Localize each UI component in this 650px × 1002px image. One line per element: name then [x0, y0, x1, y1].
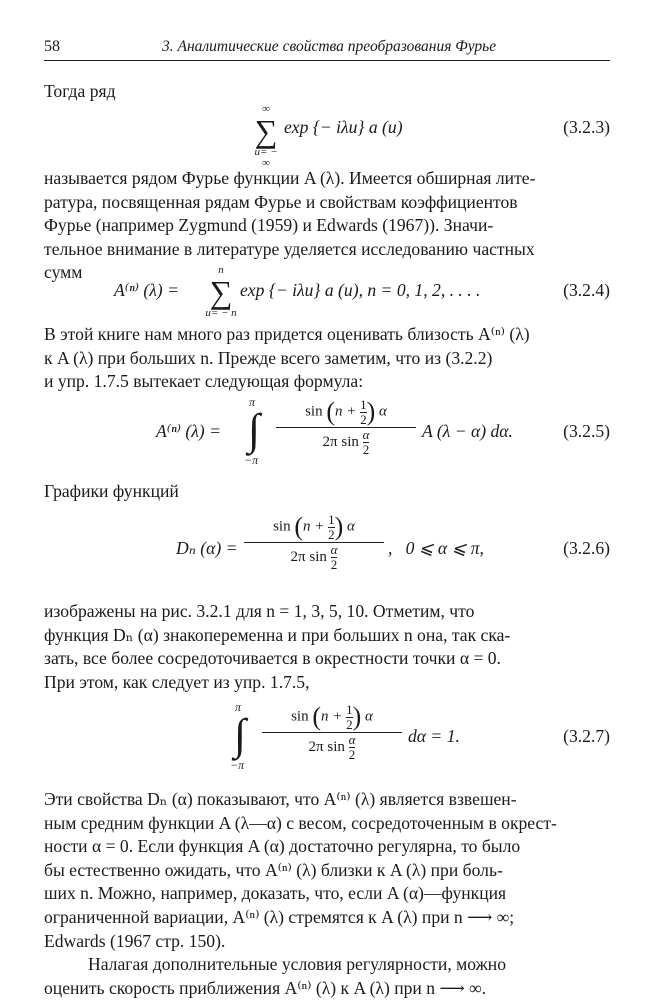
equation-lhs: A⁽ⁿ⁾ (λ) =: [114, 280, 179, 300]
page-number: 58: [44, 38, 60, 55]
paragraph-intro: Тогда ряд: [44, 81, 116, 101]
kernel-fraction: $\sin (n + \frac{1}{2}$ ) α 2π $\sin \frac{\alpha}{2}$: [244, 512, 384, 572]
equation-3-2-4: [44, 265, 610, 317]
paragraph-regularity: Налагая дополнительные условия регулярности, можно оценить скорость приближения A⁽ⁿ⁾ (λ) к A (λ) при n ⟶ ∞.: [44, 954, 506, 998]
equation-rest: , 0 ⩽ α ⩽ π,: [388, 538, 484, 558]
sum-symbol: n ∑ u= − n: [205, 264, 237, 319]
paragraph-fourier-series: называется рядом Фурье функции A (λ). Имеется обширная лите- ратура, посвященная рядам Фурье и свойствам коэффициентов Фурье (например Zygmund (1959) и Edwards (1967)). Значи- тельное внимание в литературе уделяется исследованию частных сумм: [44, 168, 536, 283]
running-title: 3. Аналитические свойства преобразования Фурье: [162, 38, 497, 55]
equation-number: (3.2.6): [563, 538, 610, 558]
integral-sign: ∫: [248, 405, 261, 454]
paragraph-weighted-mean: Эти свойства Dₙ (α) показывают, что A⁽ⁿ⁾ (λ) является взвешен- ным средним функции A (λ—α) с весом, сосредоточенным в окрест- ности α = 0. Если функция A (α) достаточно регулярна, то было бы естественно ожидать, что A⁽ⁿ⁾ (λ) близки к A (λ) при боль- ших n. Можно, например, доказать, что, если A (α)—функция ограниченной вариации, A⁽ⁿ⁾ (λ) стремятся к A (λ) при n ⟶ ∞; Edwards (1967 стр. 150).: [44, 789, 557, 951]
equation-number: (3.2.4): [563, 280, 610, 300]
integral-sign: ∫: [234, 710, 247, 759]
paragraph-convergence: В этой книге нам много раз придется оценивать близость A⁽ⁿ⁾ (λ) к A (λ) при больших n. Прежде всего заметим, что из (3.2.2) и упр. 1.7.5 вытекает следующая формула:: [44, 324, 530, 392]
equation-rest: dα = 1.: [408, 726, 460, 746]
equation-number: (3.2.5): [563, 421, 610, 441]
equation-expression: exp {− iλu} a (u): [284, 117, 403, 137]
equation-3-2-6: [44, 512, 610, 584]
paragraph-kernel: изображены на рис. 3.2.1 для n = 1, 3, 5, 10. Отметим, что функция Dₙ (α) знакопеременна и при больших n она, так ска- зать, все более сосредоточивается в окрестности точки α = 0. При этом, как следует из упр. 1.7.5,: [44, 601, 511, 692]
equation-number: (3.2.3): [563, 117, 610, 137]
sum-symbol: ∞ ∑ u= − ∞: [254, 103, 278, 169]
integral-upper-limit: π: [249, 395, 256, 409]
paragraph-graphs: Графики функций: [44, 481, 179, 501]
kernel-fraction: $\sin (n + \frac{1}{2}$ ) α 2π $\sin \frac{\alpha}{2}$: [276, 397, 416, 457]
equation-lhs: Dₙ (α) =: [176, 538, 238, 558]
integral-lower-limit: −π: [230, 758, 245, 772]
equation-expression: exp {− iλu} a (u), n = 0, 1, 2, . . . .: [240, 280, 481, 300]
equation-3-2-7: [44, 700, 610, 774]
equation-lhs: A⁽ⁿ⁾ (λ) =: [156, 421, 221, 441]
equation-3-2-3: [44, 103, 610, 169]
integral-upper-limit: π: [235, 700, 242, 714]
kernel-fraction: $\sin (n + \frac{1}{2}$ ) α 2π $\sin \frac{\alpha}{2}$: [262, 702, 402, 762]
equation-number: (3.2.7): [563, 726, 610, 746]
equation-rest: A (λ − α) dα.: [422, 421, 513, 441]
equation-3-2-5: [44, 395, 610, 469]
integral-lower-limit: −π: [244, 453, 259, 467]
running-header: [44, 38, 610, 61]
